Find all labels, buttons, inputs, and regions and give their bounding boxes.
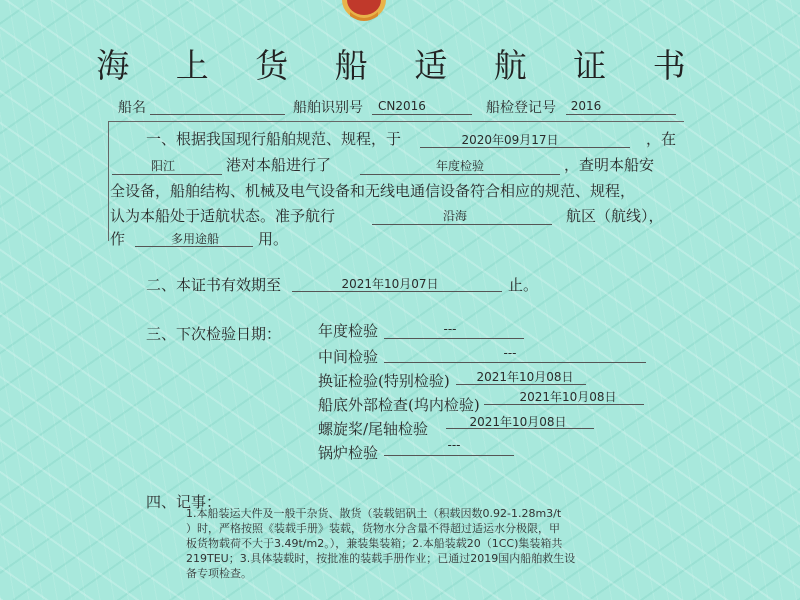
section1-text-4: ，查明本船安: [564, 156, 655, 174]
navigation-area: 沿海: [442, 209, 467, 223]
next-annual-value: ---: [443, 322, 457, 336]
certificate-title: 海 上 货 船 适 航 证 书: [96, 46, 704, 85]
next-renewal-value: 2021年10月08日: [476, 370, 574, 384]
ship-id-value: CN2016: [378, 99, 426, 113]
section1-text-3: 港对本船进行了: [226, 156, 332, 174]
remarks-line-3: 板货物载荷不大于3.49t/m2。），兼装集装箱；2.本船装载20（1CC)集装箱共: [186, 537, 563, 550]
inspection-date: 2020年09月17日: [461, 133, 559, 147]
national-emblem-icon: [340, 0, 388, 22]
inspection-port: 阳江: [150, 159, 175, 173]
section1-text-1: 一、根据我国现行船舶规范、规程，于: [146, 130, 402, 148]
registry-value: 2016: [570, 99, 602, 113]
registry-label: 船检登记号: [486, 100, 556, 116]
ship-id-label: 船舶识别号: [293, 100, 363, 116]
remarks-line-5: 备专项检查。: [186, 567, 252, 580]
section1-text-6: 认为本船处于适航状态。准予航行: [110, 207, 336, 225]
section1-text-5: 全设备，船舶结构、机械及电气设备和无线电通信设备符合相应的规范、规程，: [110, 182, 636, 200]
ship-usage: 多用途船: [170, 232, 219, 246]
section1-text-9: 用。: [258, 230, 289, 248]
next-bottom-survey-value: 2021年10月08日: [519, 390, 617, 404]
remarks-line-2: ）时，严格按照《装载手册》装载，货物水分含量不得超过适运水分极限，甲: [186, 522, 560, 535]
section1-text-8: 作: [110, 230, 126, 248]
section2-text-1: 二、本证书有效期至: [146, 276, 282, 294]
valid-until-date: 2021年10月07日: [341, 277, 439, 291]
next-intermediate-label: 中间检验: [318, 348, 379, 366]
frame-top-line: [108, 121, 684, 122]
section2-text-2: 止。: [508, 276, 539, 294]
next-propeller-label: 螺旋桨/尾轴检验: [318, 420, 429, 438]
remarks-line-1: 1.本船装运大件及一般干杂货、散货（装载铝矾土（积载因数0.92-1.28m3/t: [186, 507, 562, 520]
section4-heading: 四、记事：: [146, 493, 222, 511]
next-annual-label: 年度检验: [318, 322, 379, 340]
next-boiler-label: 锅炉检验: [318, 444, 379, 462]
inspection-type: 年度检验: [435, 159, 484, 173]
section1-text-2: ，在: [646, 130, 677, 148]
next-intermediate-value: ---: [503, 346, 517, 360]
ship-name-label: 船名: [118, 100, 146, 116]
remarks-line-4: 219TEU；3.具体装载时，按批准的装载手册作业；已通过2019国内船舶救生设: [186, 552, 576, 565]
next-renewal-label: 换证检验(特别检验): [318, 372, 450, 390]
next-propeller-value: 2021年10月08日: [469, 415, 567, 429]
next-bottom-survey-label: 船底外部检查(坞内检验): [318, 396, 480, 414]
section1-text-7: 航区（航线），: [566, 207, 664, 225]
next-boiler-value: ---: [447, 438, 461, 452]
frame-left-line: [108, 121, 109, 241]
section3-heading: 三、下次检验日期：: [146, 325, 282, 343]
